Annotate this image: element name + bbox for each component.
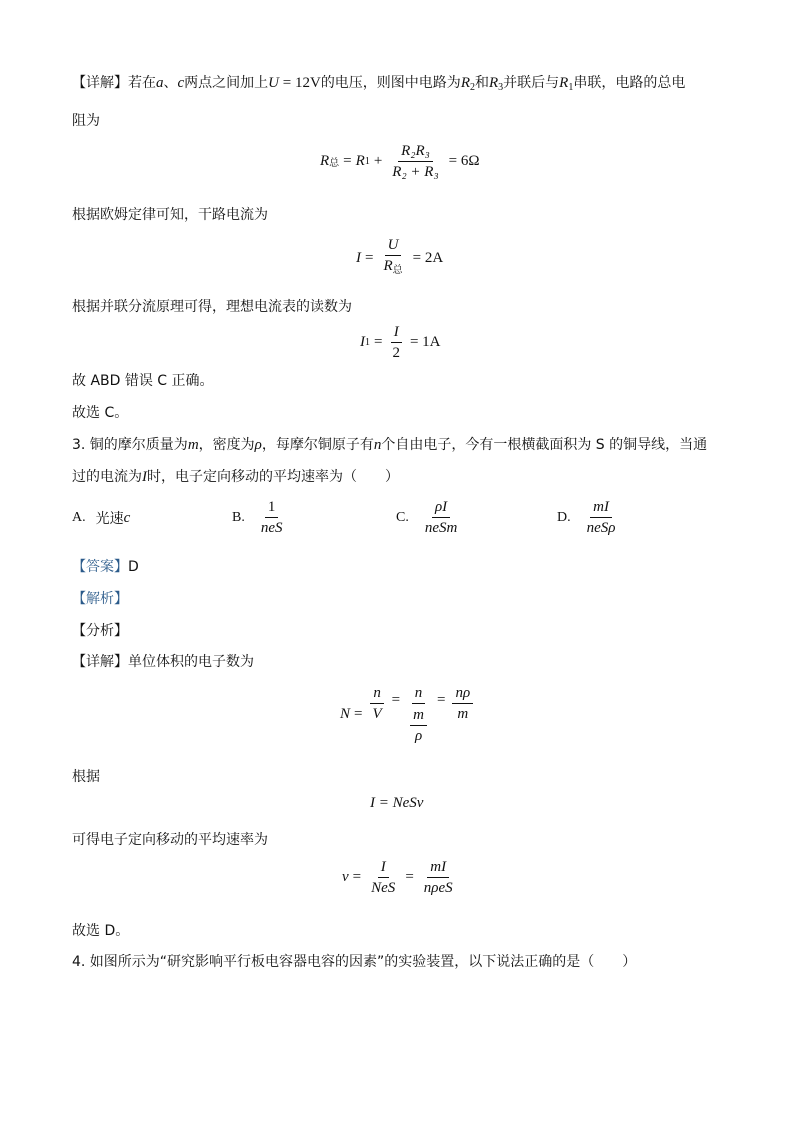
- text-segment: 时，电子定向移动的平均速率为（ ）: [147, 469, 399, 485]
- paragraph: 故选 C。: [72, 405, 129, 421]
- subscript: 2: [469, 82, 475, 93]
- option-a[interactable]: [72, 508, 130, 528]
- text-segment: 和: [474, 75, 489, 91]
- equation-current-density: I = NeSv: [370, 795, 424, 811]
- eq-sign: =: [374, 334, 383, 350]
- detail-paragraph-line2: 阻为: [72, 113, 100, 129]
- option-text: 光速: [95, 511, 124, 527]
- numerator: 1: [265, 498, 279, 518]
- eq-sign: =: [391, 692, 401, 708]
- text-segment: 、: [163, 75, 178, 91]
- var-c: c: [123, 509, 131, 526]
- paragraph: 根据并联分流原理可得，理想电流表的读数为: [72, 299, 352, 315]
- equation-velocity: [342, 858, 459, 897]
- text-segment: 单位体积的电子数为: [128, 654, 254, 670]
- question-3-line1: [72, 434, 707, 454]
- option-label: D.: [557, 509, 571, 525]
- subscript: 总: [392, 265, 403, 276]
- numerator: I: [378, 858, 389, 878]
- subscript: 1: [364, 156, 370, 167]
- text-segment: 两点之间加上: [184, 75, 269, 91]
- numerator: n: [370, 684, 384, 704]
- denominator: nρeS: [423, 880, 453, 896]
- eq-var: R: [320, 153, 330, 169]
- eq-sign: =: [405, 869, 414, 885]
- inner-denominator: ρ: [414, 728, 423, 744]
- var-R3: R: [488, 75, 499, 91]
- var-I: I: [142, 469, 147, 485]
- question-4: 4. 如图所示为“研究影响平行板电容器电容的因素”的实验装置，以下说法正确的是（ ）: [72, 954, 637, 970]
- numerator: R₂R₃: [398, 142, 433, 162]
- plus-sign: +: [373, 153, 383, 169]
- equation-electron-density: [340, 684, 476, 745]
- subscript: 1: [365, 337, 370, 348]
- question-3-line2: [72, 466, 399, 486]
- var-U: U: [268, 75, 280, 91]
- paragraph: 故选 D。: [72, 923, 130, 939]
- paragraph: 根据: [72, 769, 100, 785]
- eq-sign: =: [354, 706, 363, 722]
- denominator: R: [383, 258, 393, 274]
- option-label: C.: [396, 509, 409, 525]
- fraction: [421, 858, 456, 897]
- numerator: n: [412, 684, 426, 704]
- text-segment: 过的电流为: [72, 469, 142, 485]
- numerator: I: [391, 323, 402, 343]
- denominator: neSm: [424, 520, 458, 536]
- detail-bracket: 【详解】: [72, 654, 128, 670]
- option-d[interactable]: [557, 498, 621, 537]
- eq-var: I: [356, 249, 361, 266]
- equation-ammeter: [360, 323, 445, 362]
- text-segment: 个自由电子，今有一根横截面积为 S 的铜导线，当通: [381, 437, 708, 453]
- detail-paragraph-line1: [72, 72, 685, 93]
- fraction: [368, 858, 398, 897]
- eq-result: = 6Ω: [448, 153, 480, 169]
- denominator: m: [457, 706, 469, 722]
- paragraph: 故 ABD 错误 C 正确。: [72, 373, 214, 389]
- option-label: A.: [72, 510, 86, 525]
- text-segment: 3. 铜的摩尔质量为: [72, 437, 188, 453]
- inner-numerator: m: [410, 706, 427, 726]
- eq-result: = 2A: [412, 249, 444, 266]
- denominator: neSρ: [586, 520, 616, 536]
- eq-sign: =: [343, 153, 352, 169]
- denominator: R₂ + R₃: [392, 164, 439, 180]
- text-segment: 若在: [128, 75, 156, 91]
- fraction: [584, 498, 619, 537]
- paragraph: 根据欧姆定律可知，干路电流为: [72, 207, 268, 223]
- compound-fraction: [407, 684, 430, 745]
- voltage-value: = 12V: [279, 75, 321, 91]
- text-segment: ，密度为: [198, 437, 255, 453]
- numerator: nρ: [452, 684, 473, 704]
- option-b[interactable]: [232, 498, 289, 537]
- numerator: ρI: [432, 498, 450, 518]
- subscript: 3: [498, 82, 504, 93]
- numerator: U: [385, 236, 402, 256]
- subscript: 总: [329, 158, 340, 169]
- denominator: NeS: [371, 880, 396, 896]
- eq-var: N: [340, 706, 351, 722]
- fraction: [389, 142, 441, 181]
- var-rho: ρ: [254, 437, 262, 453]
- var-n: n: [373, 437, 382, 453]
- eq-var: R: [355, 153, 365, 169]
- answer-line: [72, 556, 139, 576]
- fraction: [422, 498, 461, 537]
- numerator: mI: [590, 498, 612, 518]
- fraction: [389, 323, 403, 362]
- text-segment: 的电压，则图中电路为: [320, 75, 461, 91]
- eq-sign: =: [352, 869, 362, 885]
- answer-bracket: 【答案】: [72, 559, 128, 575]
- option-label: B.: [232, 509, 245, 525]
- var-c: c: [177, 75, 185, 91]
- fenxi-heading: 【分析】: [72, 623, 128, 639]
- subscript: 1: [568, 82, 574, 93]
- fraction: [380, 236, 405, 280]
- denominator: neS: [260, 520, 283, 536]
- text-segment: ，每摩尔铜原子有: [261, 437, 374, 453]
- answer-value: D: [128, 559, 139, 575]
- var-R1: R: [559, 75, 569, 91]
- detail-line: [72, 651, 254, 671]
- eq-sign: =: [436, 692, 446, 708]
- denominator: V: [372, 706, 382, 722]
- eq-var: v: [342, 869, 349, 885]
- numerator: mI: [427, 858, 449, 878]
- eq-var: I: [360, 334, 365, 350]
- eq-sign: =: [365, 249, 374, 266]
- var-R2: R: [460, 75, 470, 91]
- text-segment: 串联，电路的总电: [573, 75, 686, 91]
- eq-result: = 1A: [409, 334, 441, 350]
- denominator: 2: [392, 345, 400, 361]
- var-m: m: [187, 437, 199, 453]
- equation-total-resistance: [320, 142, 484, 181]
- paragraph: 可得电子定向移动的平均速率为: [72, 832, 268, 848]
- equation-current: [356, 236, 447, 280]
- text-segment: 并联后与: [503, 75, 560, 91]
- var-a: a: [156, 75, 164, 91]
- detail-bracket: 【详解】: [72, 75, 128, 91]
- fraction: [369, 684, 384, 723]
- option-c[interactable]: [396, 498, 463, 537]
- fraction: [258, 498, 286, 537]
- analysis-heading: 【解析】: [72, 591, 128, 607]
- fraction: [452, 684, 473, 723]
